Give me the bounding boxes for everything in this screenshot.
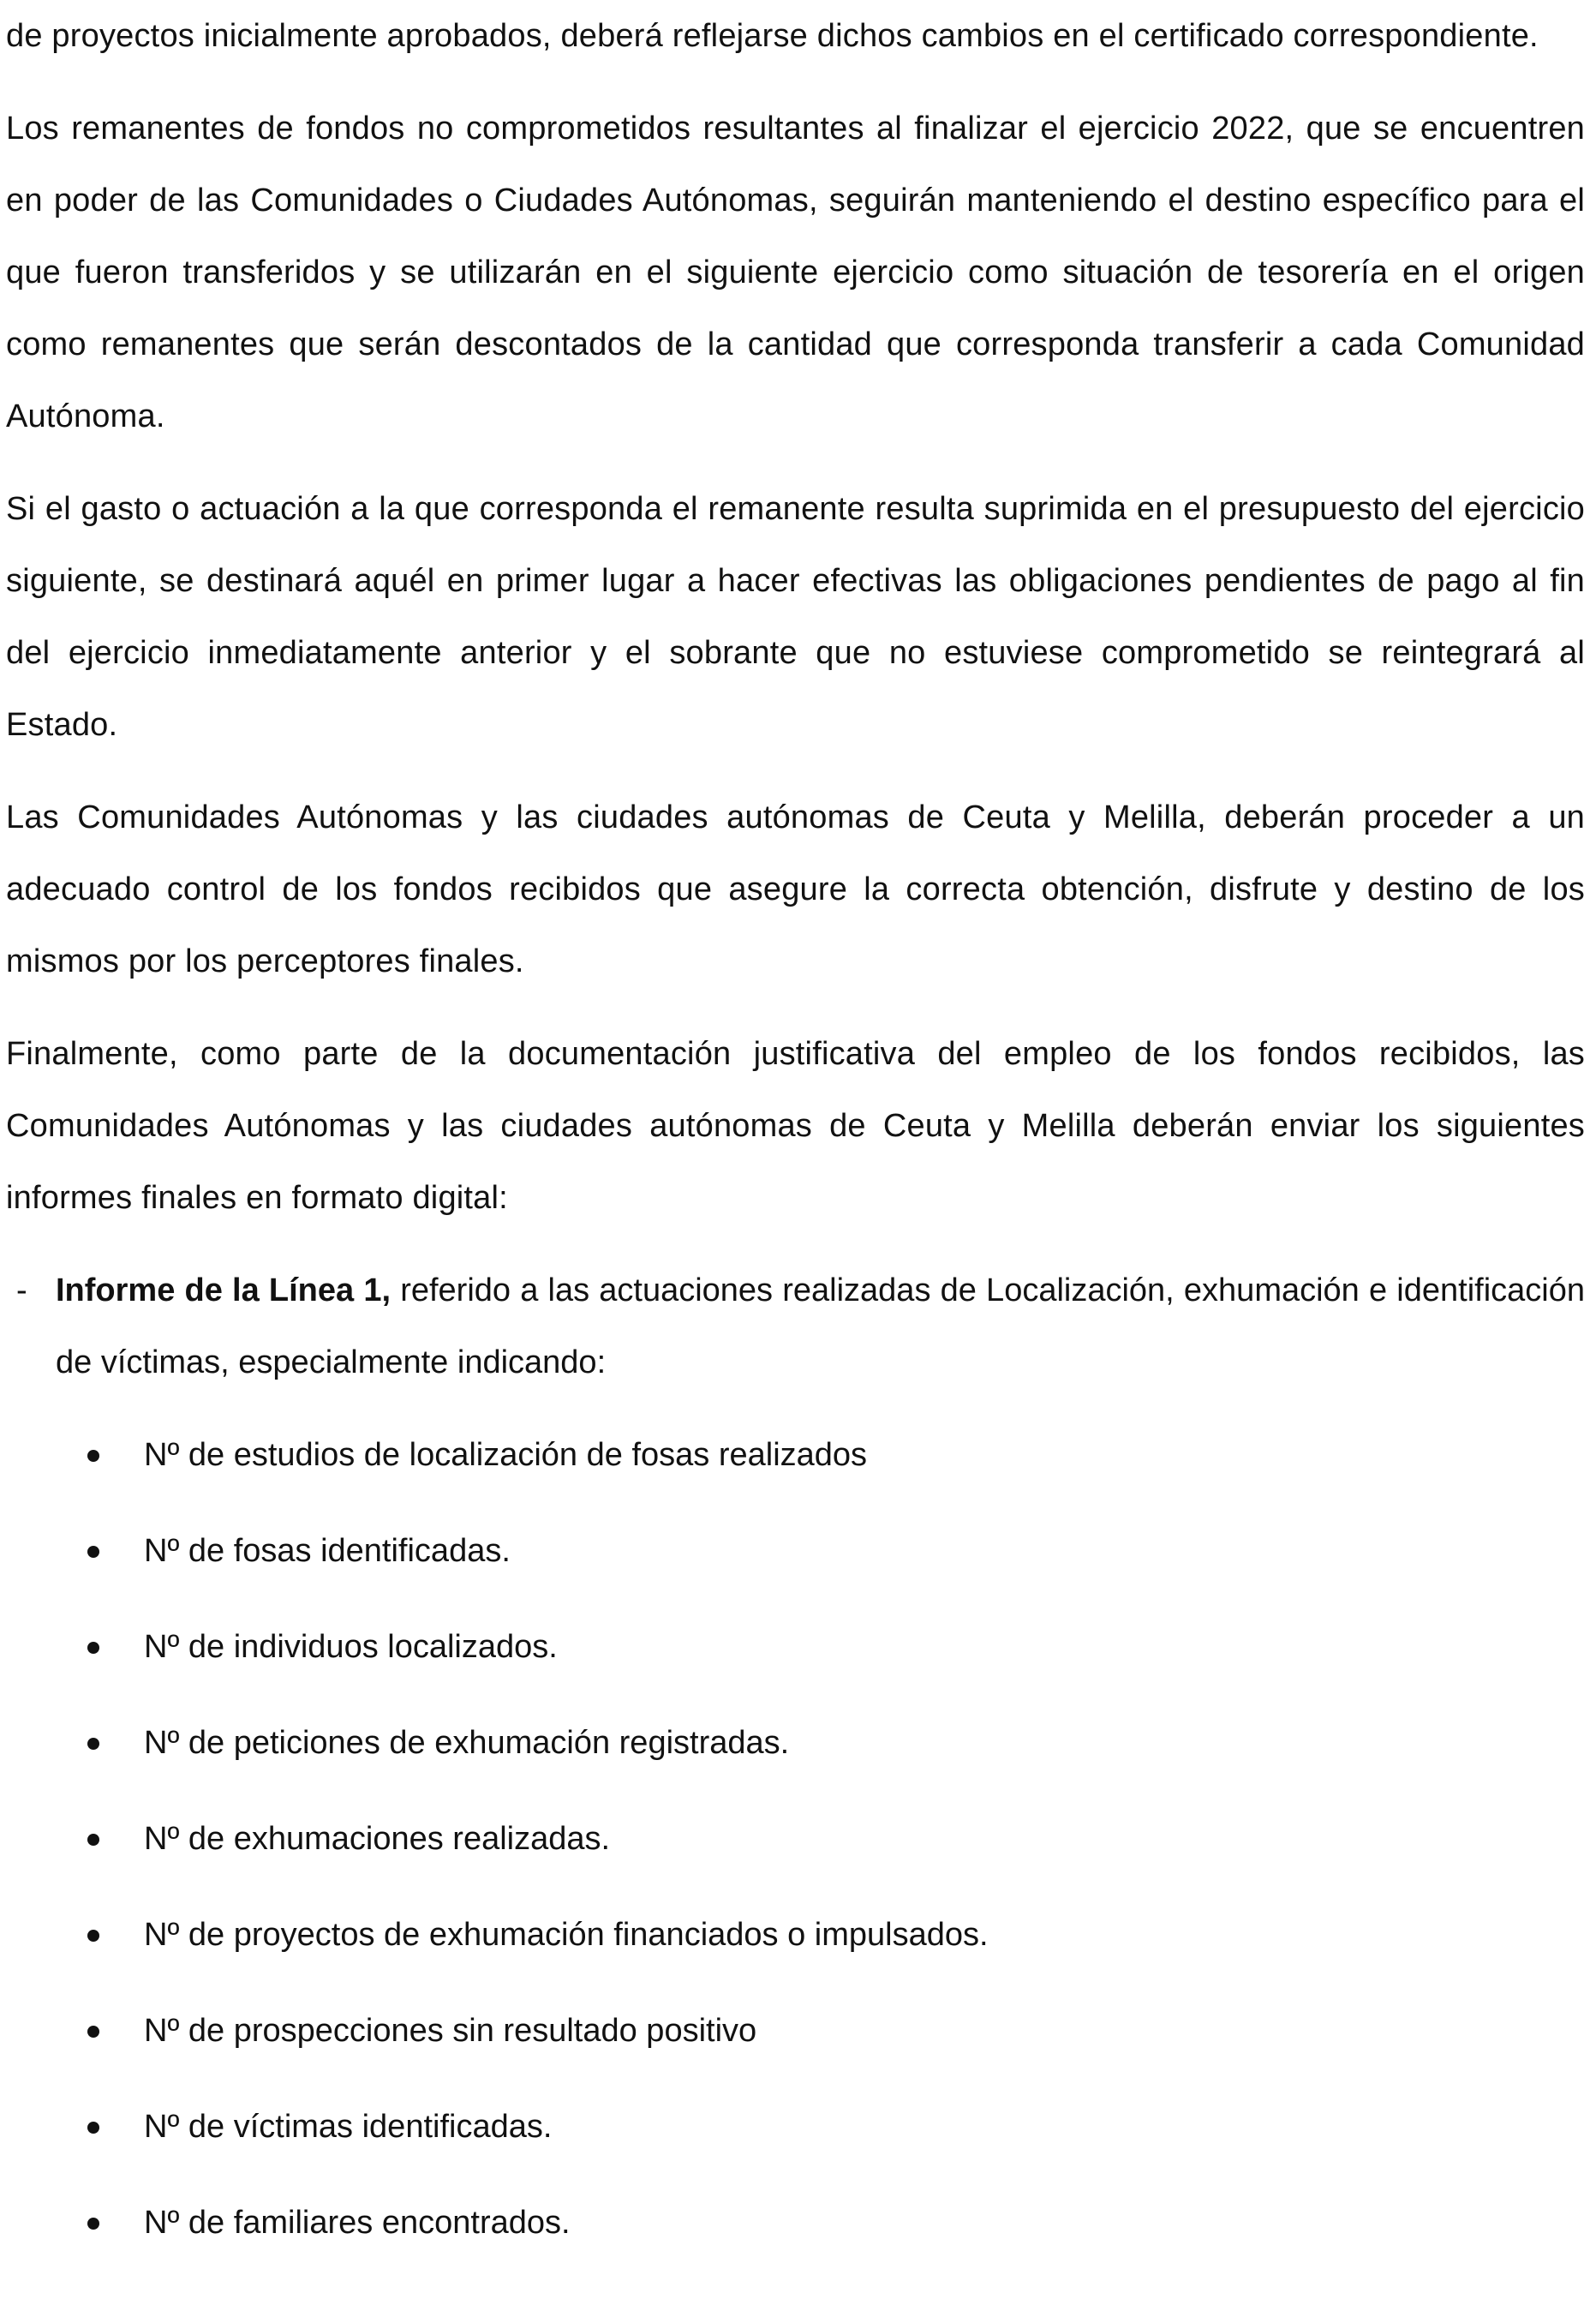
list-item [6,1611,1585,1683]
bullet-list [6,1419,1585,2259]
dash-item-title: Informe de la Línea 1, [56,1272,392,1308]
bullet-icon [87,1450,99,1462]
bullet-icon [87,2218,99,2230]
bullet-text: Nº de peticiones de exhumación registradas. [144,1725,790,1761]
bullet-icon [87,1738,99,1750]
bullet-text: Nº de familiares encontrados. [144,2205,571,2241]
list-item [6,1419,1585,1491]
bullet-icon [87,2122,99,2134]
paragraph-1: de proyectos inicialmente aprobados, deberá reflejarse dichos cambios en el certificado correspondiente. [6,18,1539,54]
bullet-text: Nº de exhumaciones realizadas. [144,1821,611,1857]
dash-list-item [6,1254,1585,1398]
dash-item-text: referido a las actuaciones realizadas de Localización, exhumación e identificación de víctimas, especialmente indicando: [56,1272,1585,1380]
bullet-text: Nº de fosas identificadas. [144,1533,511,1569]
paragraph-3: Si el gasto o actuación a la que corresponda el remanente resulta suprimida en el presupuesto del ejercicio siguiente, se destinará aquél en primer lugar a hacer efectivas las obligaciones pendientes de pago al fin del ejercicio inmediatamente anterior y el sobrante que no estuviese comprometido se reintegrará al Estado. [6,491,1585,743]
paragraph-5: Finalmente, como parte de la documentación justificativa del empleo de los fondos recibidos, las Comunidades Autónomas y las ciudades autónomas de Ceuta y Melilla deberán enviar los siguientes informes finales en formato digital: [6,1036,1585,1216]
document-page [6,0,1585,2283]
dash-marker: - [16,1272,27,1308]
bullet-icon [87,1834,99,1846]
bullet-icon [87,1930,99,1942]
list-item [6,1803,1585,1875]
bullet-icon [87,1546,99,1558]
bullet-icon [87,1642,99,1654]
list-item [6,1515,1585,1587]
list-item [6,1899,1585,1971]
list-item [6,1995,1585,2067]
list-item [6,2091,1585,2163]
list-item [6,1707,1585,1779]
bullet-text: Nº de estudios de localización de fosas realizados [144,1437,868,1473]
bullet-text: Nº de prospecciones sin resultado positivo [144,2013,757,2049]
bullet-icon [87,2026,99,2038]
bullet-text: Nº de proyectos de exhumación financiados o impulsados. [144,1917,989,1953]
bullet-text: Nº de víctimas identificadas. [144,2109,553,2145]
list-item [6,2187,1585,2259]
paragraph-4: Las Comunidades Autónomas y las ciudades autónomas de Ceuta y Melilla, deberán proceder a un adecuado control de los fondos recibidos que asegure la correcta obtención, disfrute y destino de los mismos por los perceptores finales. [6,799,1585,979]
paragraph-2: Los remanentes de fondos no comprometidos resultantes al finalizar el ejercicio 2022, que se encuentren en poder de las Comunidades o Ciudades Autónomas, seguirán manteniendo el destino específico para el que fueron transferidos y se utilizarán en el siguiente ejercicio como situación de tesorería en el origen como remanentes que serán descontados de la cantidad que corresponda transferir a cada Comunidad Autónoma. [6,111,1585,434]
bullet-text: Nº de individuos localizados. [144,1629,558,1665]
